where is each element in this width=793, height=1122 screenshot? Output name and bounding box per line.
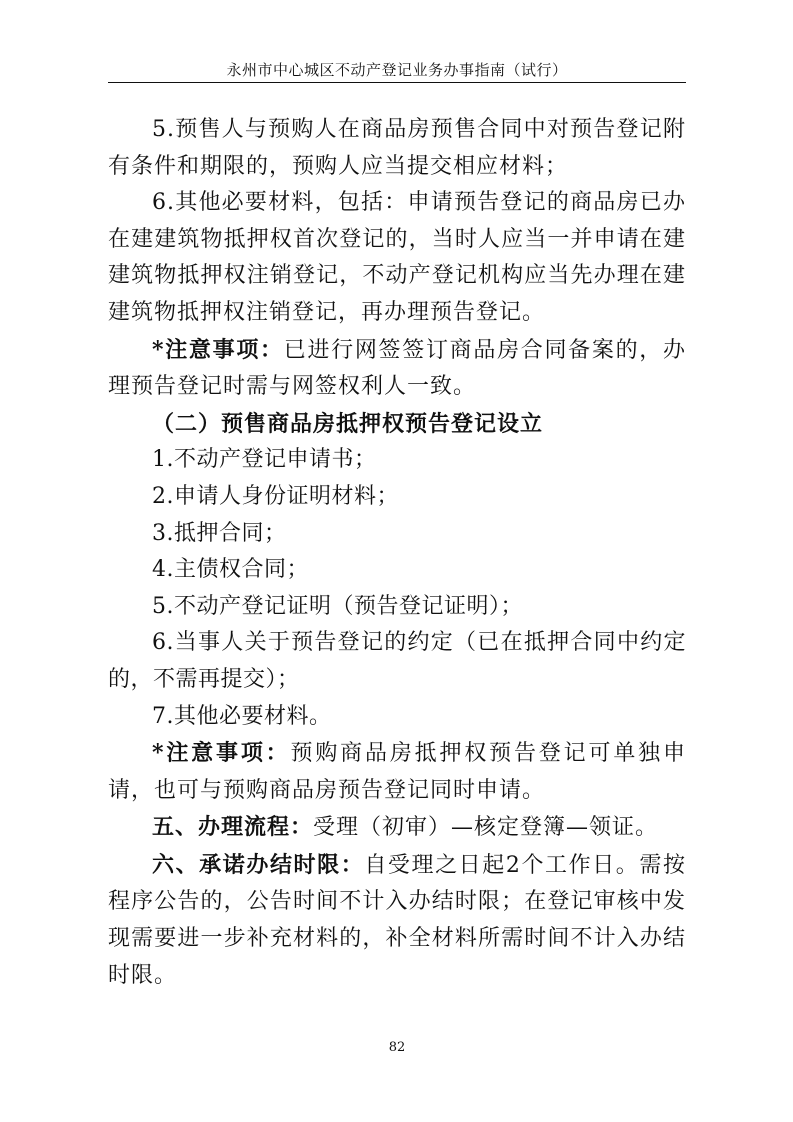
note-label: *注意事项： <box>152 740 291 767</box>
note-label: *注意事项： <box>152 336 284 363</box>
list-item: 4.主债权合同； <box>152 557 309 583</box>
list-item: 2.申请人身份证明材料； <box>152 483 399 509</box>
list-item: 7.其他必要材料。 <box>152 703 332 729</box>
note-text: 已进行网签签订商品房合同备案的，办理预告登记时需与网签权利人一致。 <box>108 337 686 400</box>
section-label: 六、承诺办结时限： <box>152 851 365 878</box>
paragraph-presale-conditions: 5.预售人与预购人在商品房预售合同中对预告登记附有条件和期限的，预购人应当提交相应材料； <box>108 117 686 179</box>
note-online-signing <box>108 332 686 406</box>
page-number: 82 <box>388 1040 406 1055</box>
list-item: 6.当事人关于预告登记的约定（已在抵押合同中约定的，不需再提交）； <box>108 630 686 692</box>
section-text: 自受理之日起2个工作日。需按程序公告的，公告时间不计入办结时限；在登记审核中发现需要进一步补充材料的，补全材料所需时间不计入办结时限。 <box>108 852 686 988</box>
list-item: 1.不动产登记申请书； <box>152 447 377 473</box>
section-text: 受理（初审）—核定登簿—领证。 <box>313 815 659 841</box>
section-process <box>108 809 686 847</box>
document-body <box>108 112 686 994</box>
paragraph-other-materials: 6.其他必要材料，包括：申请预告登记的商品房已办在建建筑物抵押权首次登记的，当时人应当一并申请在建建筑物抵押权注销登记，不动产登记机构应当先办理在建建筑物抵押权注销登记，再办理预告登记。 <box>108 190 686 325</box>
section-label: 五、办理流程： <box>152 814 314 841</box>
note-text: 预购商品房抵押权预告登记可单独申请，也可与预购商品房预告登记同时申请。 <box>108 741 686 803</box>
section-heading-mortgage-notice: （二）预售商品房抵押权预告登记设立 <box>152 410 544 437</box>
note-mortgage-notice <box>108 735 686 809</box>
section-time-limit <box>108 847 686 994</box>
list-item: 3.抵押合同； <box>152 520 287 546</box>
running-header: 永州市中心城区不动产登记业务办事指南（试行） <box>226 61 568 79</box>
list-item: 5.不动产登记证明（预告登记证明）； <box>152 593 523 619</box>
header-rule <box>108 82 686 83</box>
